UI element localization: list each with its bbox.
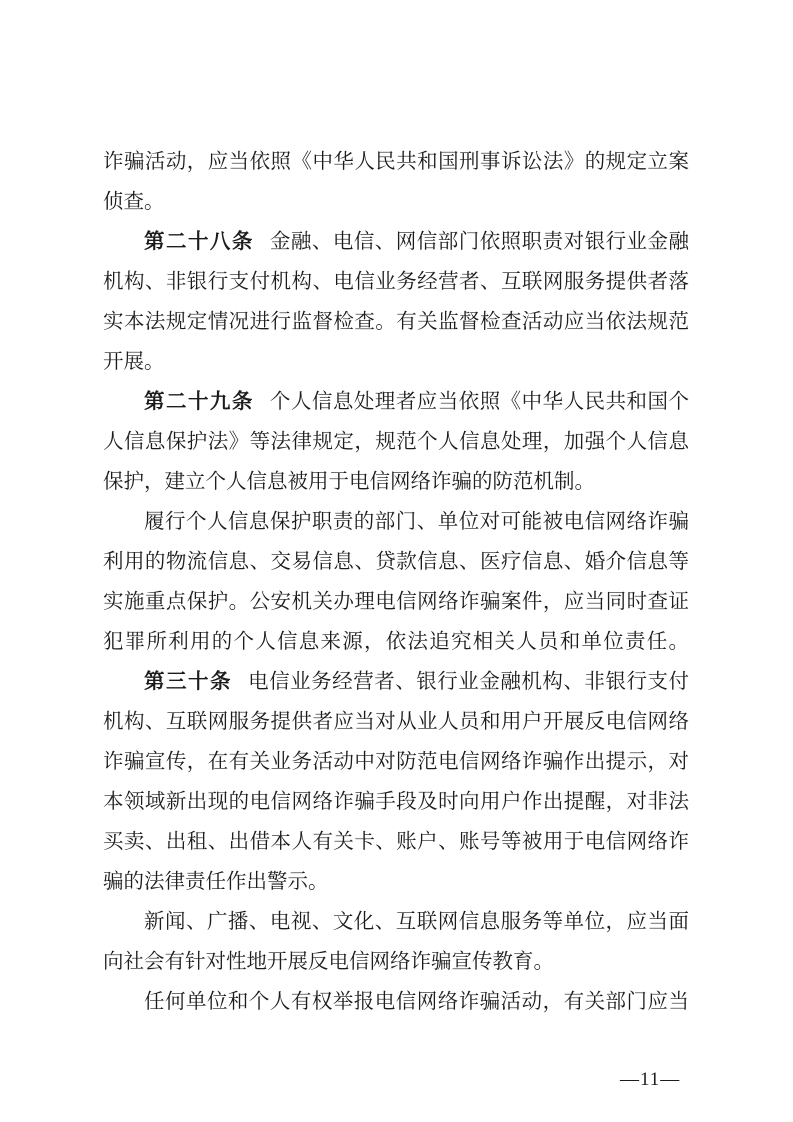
text-line [103,742,689,782]
article-line [103,222,689,262]
line-text: 机构、互联网服务提供者应当对从业人员和用户开展反电信网络 [103,711,689,733]
line-text: 骗的法律责任作出警示。 [103,871,329,893]
text-line [103,342,689,382]
line-text: 金融、电信、网信部门依照职责对银行业金融 [269,231,689,253]
line-text: 保护，建立个人信息被用于电信网络诈骗的防范机制。 [103,471,595,493]
line-text: 新闻、广播、电视、文化、互联网信息服务等单位，应当面 [144,911,689,933]
line-text: 侦查。 [103,191,165,213]
line-text: 实施重点保护。公安机关办理电信网络诈骗案件，应当同时查证 [103,591,689,613]
article-line [103,382,689,422]
article-line [103,662,689,702]
text-line [103,182,689,222]
document-text [103,142,689,1022]
text-line [103,702,689,742]
line-text: 机构、非银行支付机构、电信业务经营者、互联网服务提供者落 [103,271,689,293]
line-text: 向社会有针对性地开展反电信网络诈骗宣传教育。 [103,951,554,973]
text-line [103,422,689,462]
text-line [103,462,689,502]
text-line [103,142,689,182]
line-text: 诈骗活动，应当依照《中华人民共和国刑事诉讼法》的规定立案 [103,151,689,173]
text-line [103,582,689,622]
line-text: 实本法规定情况进行监督检查。有关监督检查活动应当依法规范 [103,311,689,333]
article-number-label: 第二十八条 [144,230,254,253]
text-line [103,302,689,342]
line-text: 利用的物流信息、交易信息、贷款信息、医疗信息、婚介信息等 [103,551,689,573]
line-text: 人信息保护法》等法律规定，规范个人信息处理，加强个人信息 [103,431,689,453]
line-text: 本领域新出现的电信网络诈骗手段及时向用户作出提醒，对非法 [103,791,689,813]
line-text: 个人信息处理者应当依照《中华人民共和国个 [269,391,689,413]
line-text: 犯罪所利用的个人信息来源，依法追究相关人员和单位责任。 [103,631,689,653]
text-line [103,262,689,302]
text-line [103,822,689,862]
line-text: 任何单位和个人有权举报电信网络诈骗活动，有关部门应当 [144,991,689,1013]
line-text: 买卖、出租、出借本人有关卡、账户、账号等被用于电信网络诈 [103,831,689,853]
line-text: 开展。 [103,351,165,373]
text-line [103,902,689,942]
text-line [103,502,689,542]
text-line [103,862,689,902]
text-line [103,622,689,662]
article-number-label: 第三十条 [144,670,233,693]
line-text: 电信业务经营者、银行业金融机构、非银行支付 [248,671,689,693]
text-line [103,542,689,582]
text-line [103,982,689,1022]
page-number: —11— [620,1069,681,1090]
line-text: 诈骗宣传，在有关业务活动中对防范电信网络诈骗作出提示，对 [103,751,689,773]
text-line [103,782,689,822]
article-number-label: 第二十九条 [144,390,254,413]
text-line [103,942,689,982]
line-text: 履行个人信息保护职责的部门、单位对可能被电信网络诈骗 [144,511,689,533]
